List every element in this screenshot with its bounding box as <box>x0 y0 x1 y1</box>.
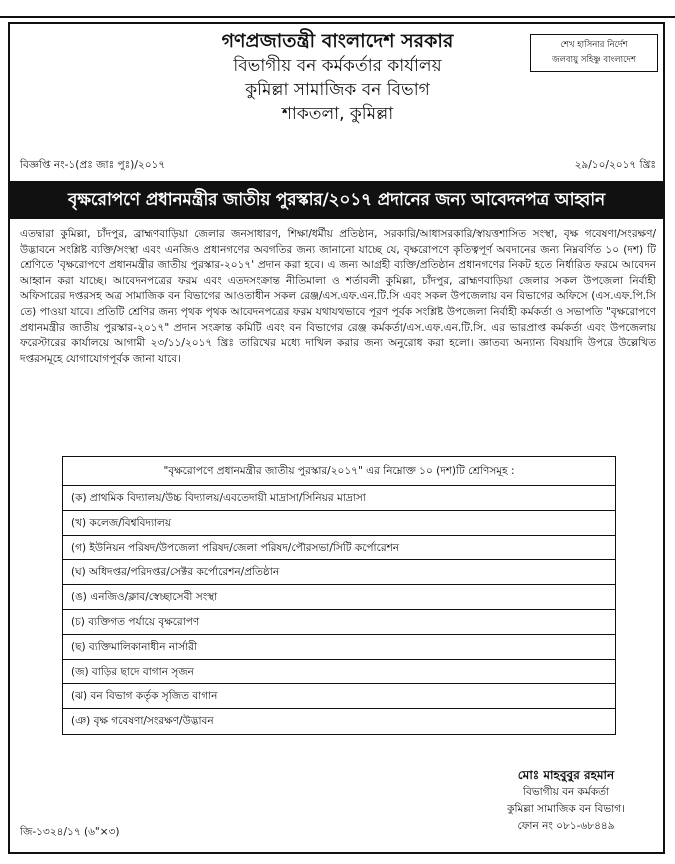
notice-date: ২৯/১০/২০১৭ খ্রিঃ <box>574 159 656 171</box>
category-item: (চ) ব্যক্তিগত পর্যায়ে বৃক্ষরোপণ <box>63 610 615 635</box>
signatory-name: মোঃ মাহবুবুর রহমান <box>517 768 615 782</box>
slogan-line-1: শেখ হাসিনার নির্দেশ <box>560 40 628 50</box>
signatory-phone: ফোন নং ০৮১-৬৮৪৪৯ <box>517 820 615 832</box>
category-item: (ঞ) বৃক্ষ গবেষণা/সংরক্ষণ/উদ্ভাবন <box>71 715 214 728</box>
category-item: (ছ) ব্যক্তিমালিকানাধীন নার্সারী <box>63 635 615 660</box>
category-item: (ঝ) বন বিভাগ কর্তৃক সৃজিত বাগান <box>63 684 615 709</box>
top-strip <box>0 0 675 18</box>
category-table <box>62 456 616 735</box>
signature-block <box>476 767 656 835</box>
signatory-title: বিভাগীয় বন কর্মকর্তা <box>522 786 610 798</box>
category-item: (ক) প্রাথমিক বিদ্যালয়/উচ্চ বিদ্যালয়/এবতেদায়ী মাদ্রাসা/সিনিয়র মাদ্রাসা <box>63 486 615 511</box>
category-item: (জ) বাড়ির ছাদে বাগান সৃজন <box>63 660 615 685</box>
category-item: (গ) ইউনিয়ন পরিষদ/উপজেলা পরিষদ/জেলা পরিষদ/পৌরসভা/সিটি কর্পোরেশন <box>63 536 615 561</box>
notice-number: বিজ্ঞপ্তি নং-১(প্রঃ জাঃ পুঃ)/২০১৭ <box>20 159 166 171</box>
division-title: কুমিল্লা সামাজিক বন বিভাগ <box>245 80 430 100</box>
category-item: (ঙ) এনজিও/ক্লাব/স্বেচ্ছাসেবী সংস্থা <box>63 585 615 610</box>
slogan-line-2: জলবায়ু সহিষ্ণু বাংলাদেশ <box>551 55 636 65</box>
signatory-office: কুমিল্লা সামাজিক বন বিভাগ। <box>507 803 625 815</box>
office-title: বিভাগীয় বন কর্মকর্তার কার্যালয় <box>233 56 442 76</box>
category-heading: "বৃক্ষরোপণে প্রধানমন্ত্রীর জাতীয় পুরস্কার/২০১৭" এর নিম্নোক্ত ১০ (দশ)টি শ্রেণিসমূহ : <box>63 457 615 486</box>
notice-body: এতদ্বারা কুমিল্লা, চাঁদপুর, ব্রাহ্মণবাড়িয়া জেলার জনসাধারণ, শিক্ষা/ধর্মীয় প্রতিষ্ঠান, সরকারি/আধাসরকারি/স্বায়ত্তশাসিত সংস্থা, বৃক্ষ গবেষণা/সংরক্ষণ/উদ্ভাবনে সংশ্লিষ্ট ব্যক্তি/সংস্থা এবং এনজিও প্রধানগণের অবগতির জন্য জানানো যাচ্ছে যে, বৃক্ষরোপণে কৃতিত্বপূর্ণ অবদানের জন্য নিম্নবর্ণিত ১০ (দশ) টি শ্রেণিতে 'বৃক্ষরোপণে প্রধানমন্ত্রীর জাতীয় পুরস্কার-২০১৭' প্রদান করা হবে। এ জন্য আগ্রহী ব্যক্তি/প্রতিষ্ঠান প্রধানগণের নিকট হতে নির্ধারিত ফরমে আবেদন আহ্বান করা যাচ্ছে। আবেদনপত্রের ফরম এবং এতদসংক্রান্ত নীতিমালা ও শর্তাবলী কুমিল্লা, চাঁদপুর, ব্রাহ্মণবাড়িয়া জেলার সকল উপজেলা নির্বাহী অফিসারের দপ্তরসহ অত্র সামাজিক বন বিভাগের আওতাধীন সকল রেঞ্জ/এস.এফ.এন.টি.সি এবং সকল উপজেলায় বন বিভাগের অফিসে (এস.এফ.পি.সি তে) পাওয়া যাবে। প্রতিটি শ্রেণির জন্য পৃথক পৃথক আবেদনপত্রের ফরম যথাযথভাবে পূরণ পূর্বক সংশ্লিষ্ট উপজেলা নির্বাহী কর্মকর্তা ও সভাপতি "বৃক্ষরোপণে প্রধানমন্ত্রীর জাতীয় পুরস্কার-২০১৭" প্রদান সংক্রান্ত কমিটি এবং বন বিভাগের রেঞ্জ কর্মকর্তা/এস.এফ.এন.টি.সি. এর ভারপ্রাপ্ত কর্মকর্তা এবং উপজেলায় ফরেস্টারের কার্যালয়ে আগামী ২৩/১১/২০১৭ খ্রিঃ তারিখের মধ্যে দাখিল করার জন্য অনুরোধ করা হলো। জ্ঞাতব্য অন্যান্য বিষয়াদি উপরে উল্লেখিত দপ্তরসমূহে যোগাযোগপূর্বক জানা যাবে। <box>20 228 656 365</box>
slogan-box <box>530 34 658 72</box>
category-item: (খ) কলেজ/বিশ্ববিদ্যালয় <box>63 511 615 536</box>
location-title: শাকতলা, কুমিল্লা <box>281 104 394 124</box>
government-title: গণপ্রজাতন্ত্রী বাংলাদেশ সরকার <box>221 30 454 52</box>
headline-banner: বৃক্ষরোপণে প্রধানমন্ত্রীর জাতীয় পুরস্কার/২০১৭ প্রদানের জন্য আবেদনপত্র আহ্বান <box>10 181 663 219</box>
category-item: (ঘ) অধিদপ্তর/পরিদপ্তর/সেক্টর কর্পোরেশন/প্রতিষ্ঠান <box>63 560 615 585</box>
ad-code: জি-১৩২৪/১৭ (৬"×৩) <box>20 826 120 838</box>
